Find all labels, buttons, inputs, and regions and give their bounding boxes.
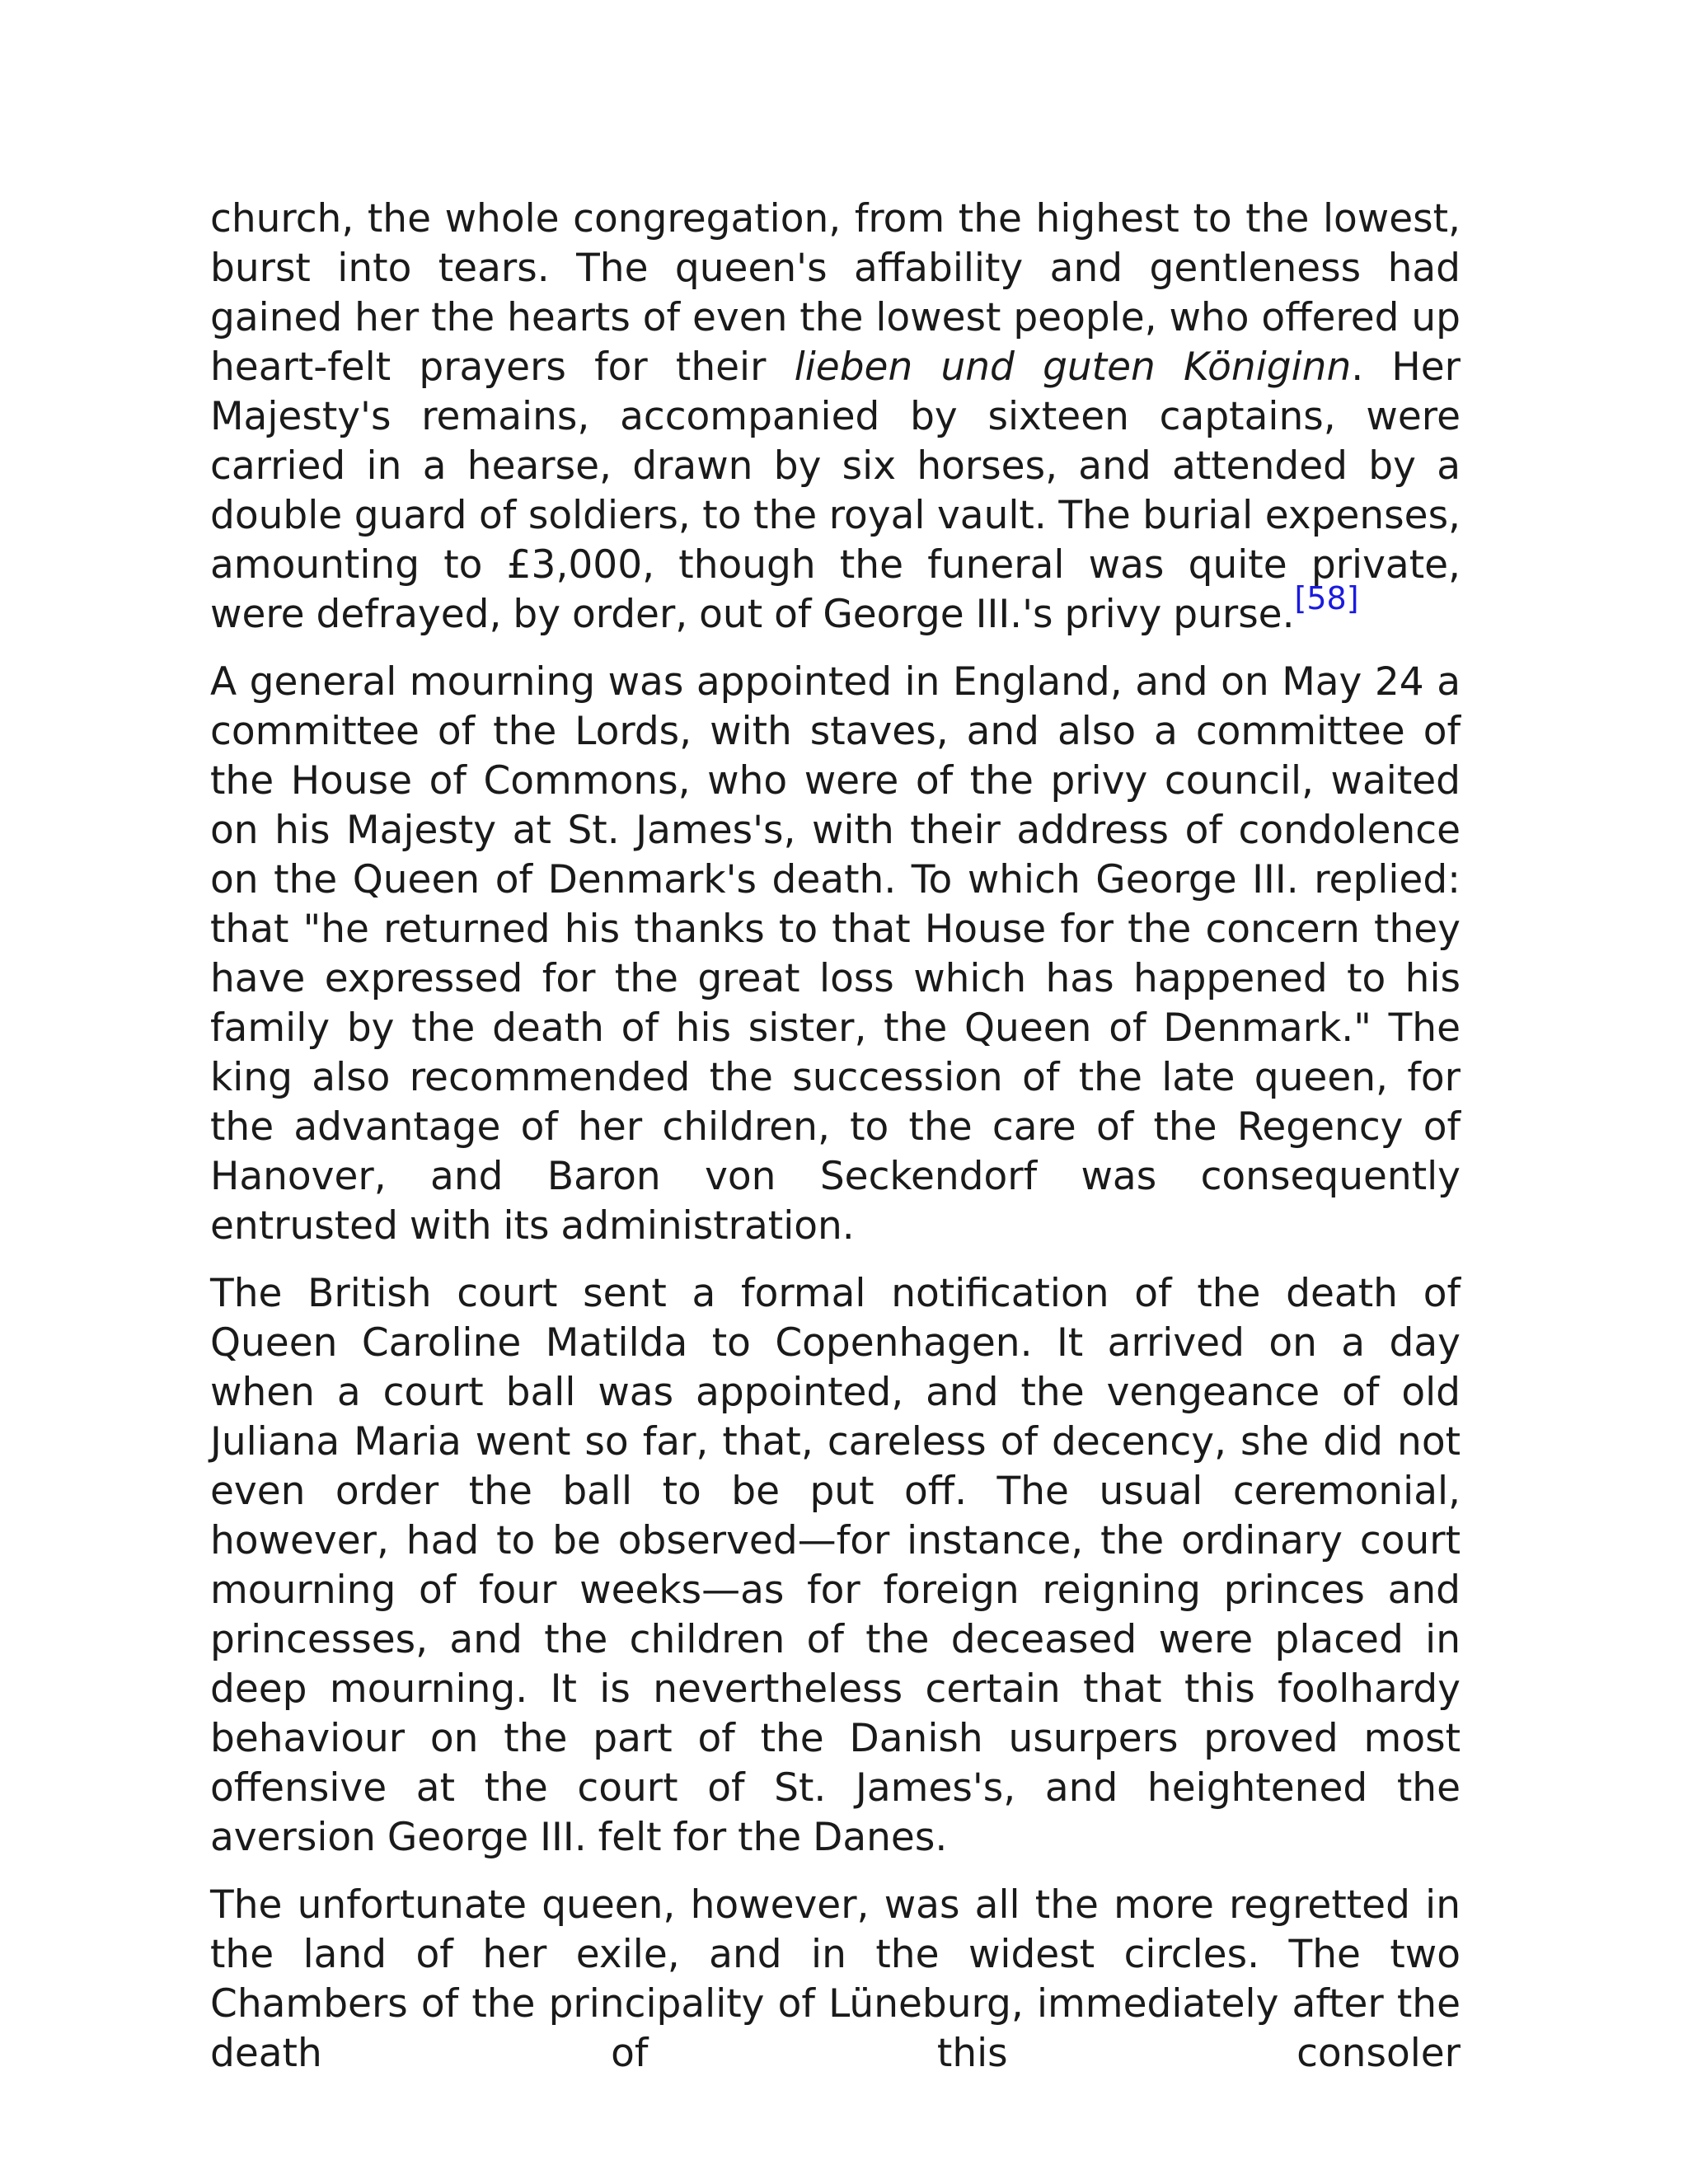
paragraph-regret: The unfortunate queen, however, was all the more regretted in the land of her exile, and in the widest circles. The two Chambers of the principality of Lüneburg, immediately after the death of this consoler bbox=[210, 1882, 1461, 2076]
paragraph-funeral bbox=[210, 194, 1461, 640]
paragraph-text: . Her Majesty's remains, accompanied by sixteen captains, were carried in a hearse, drawn by six horses, and attended by a double guard of soldiers, to the royal vault. The burial expenses, amounting to £3,000, though the funeral was quite private, were defrayed, by order, out of George III.'s privy purse. bbox=[210, 344, 1461, 637]
paragraph-mourning: A general mourning was appointed in England, and on May 24 a committee of the Lords, with staves, and also a committee of the House of Commons, who were of the privy council, waited on his Majesty at St. James's, with their address of condolence on the Queen of Denmark's death. To which George III. replied: that "he returned his thanks to that House for the concern they have expressed for the great loss which has happened to his family by the death of his sister, the Queen of Denmark." The king also recommended the succession of the late queen, for the advantage of her children, to the care of the Regency of Hanover, and Baron von Seckendorf was consequently entrusted with its administration. bbox=[210, 659, 1461, 1249]
footnote-link[interactable]: [58] bbox=[1294, 580, 1359, 616]
paragraph-notification: The British court sent a formal notification of the death of Queen Caroline Matilda to Copenhagen. It arrived on a day when a court ball was appointed, and the vengeance of old Juliana Maria went so far, that, careless of decency, she did not even order the ball to be put off. The usual ceremonial, however, had to be observed—for instance, the ordinary court mourning of four weeks—as for foreign reigning princes and princesses, and the children of the deceased were placed in deep mourning. It is nevertheless certain that this foolhardy behaviour on the part of the Danish usurpers proved most offensive at the court of St. James's, and heightened the aversion George III. felt for the Danes. bbox=[210, 1271, 1461, 1860]
page-body bbox=[210, 194, 1461, 2097]
paragraph-text: church, the whole congregation, from the highest to the lowest, burst into tears. The queen's affability and gentleness had gained her the hearts of even the lowest people, who offered up heart-felt prayers for their bbox=[210, 196, 1461, 390]
italic-phrase: lieben und guten Königinn bbox=[794, 344, 1352, 390]
